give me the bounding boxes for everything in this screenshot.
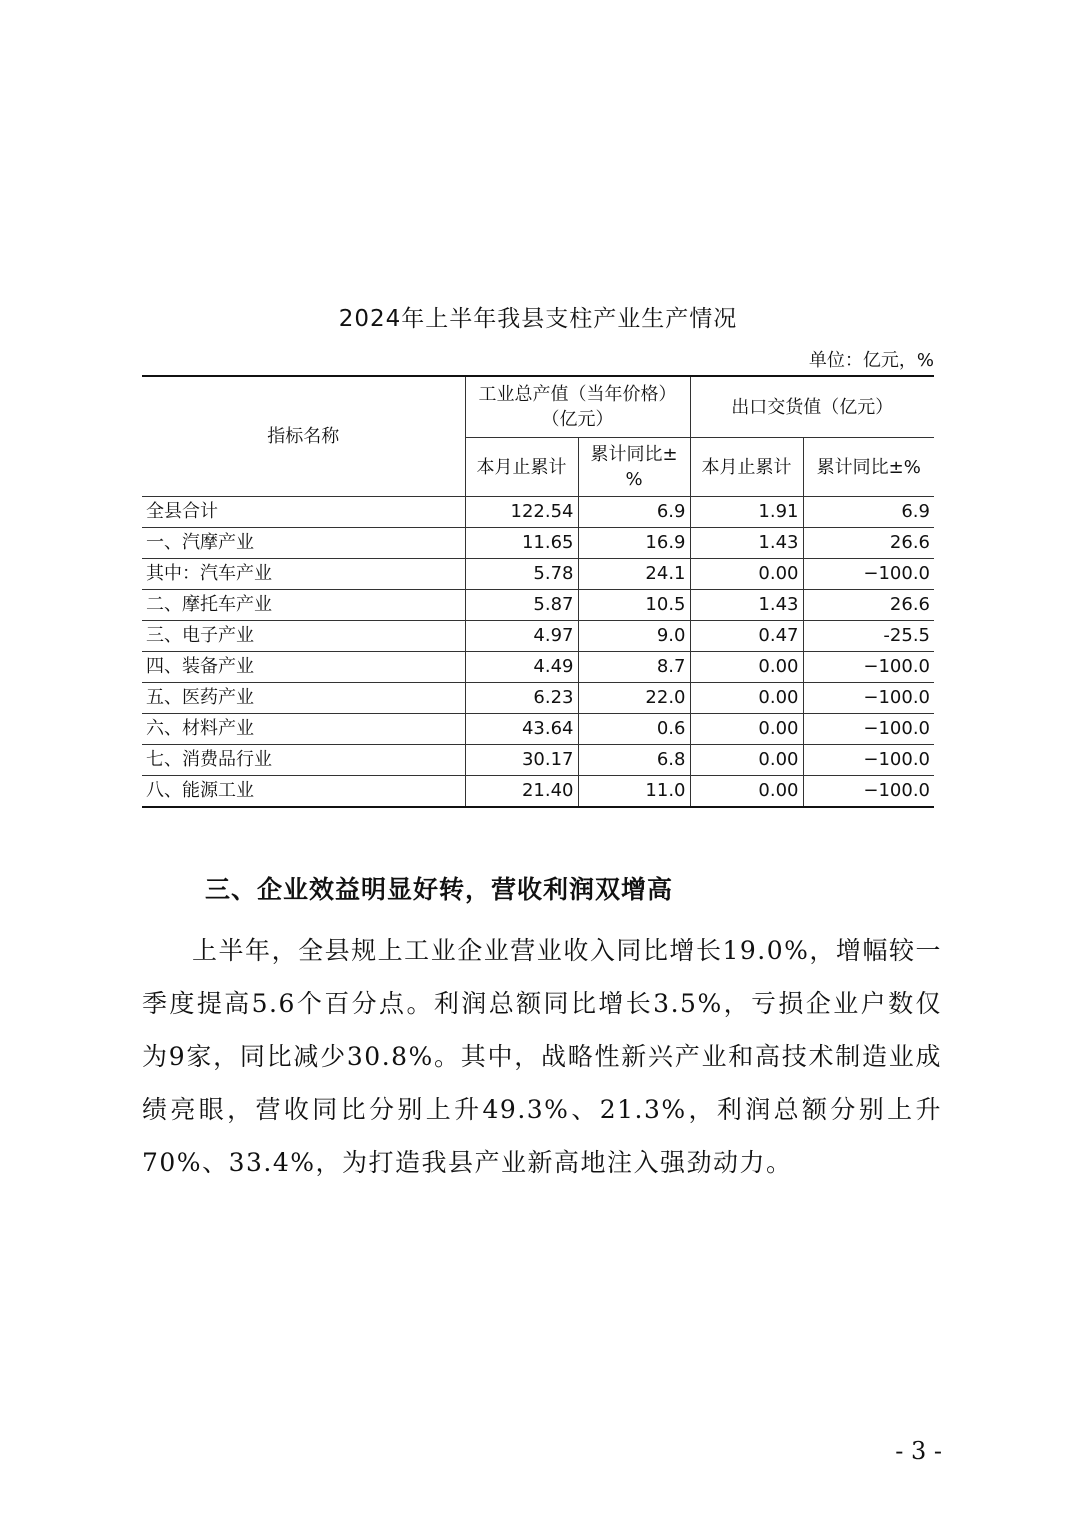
header-indicator: 指标名称 <box>142 376 465 497</box>
table-row <box>142 528 934 559</box>
cell-export-cumulative: 1.43 <box>690 590 803 621</box>
cell-indicator-name: 五、医药产业 <box>142 683 465 714</box>
table-body <box>142 497 934 808</box>
cell-indicator-name: 六、材料产业 <box>142 714 465 745</box>
page-number: - 3 - <box>895 1437 942 1465</box>
cell-indicator-name: 四、装备产业 <box>142 652 465 683</box>
cell-output-cumulative: 5.87 <box>465 590 578 621</box>
cell-output-cumulative: 4.49 <box>465 652 578 683</box>
cell-indicator-name: 一、汽摩产业 <box>142 528 465 559</box>
table-row <box>142 621 934 652</box>
section-heading: 三、企业效益明显好转，营收利润双增高 <box>205 875 674 904</box>
cell-indicator-name: 二、摩托车产业 <box>142 590 465 621</box>
table-row <box>142 714 934 745</box>
header-export-value: 出口交货值（亿元） <box>690 376 934 438</box>
table-title: 2024年上半年我县支柱产业生产情况 <box>338 306 738 332</box>
cell-output-yoy: 24.1 <box>578 559 690 590</box>
cell-export-yoy: −100.0 <box>803 714 934 745</box>
cell-indicator-name: 七、消费品行业 <box>142 745 465 776</box>
subheader-output-cumulative: 本月止累计 <box>465 438 578 497</box>
table-unit: 单位：亿元，% <box>808 350 934 371</box>
cell-export-yoy: −100.0 <box>803 652 934 683</box>
cell-export-yoy: 6.9 <box>803 497 934 528</box>
table-row <box>142 683 934 714</box>
cell-output-cumulative: 122.54 <box>465 497 578 528</box>
cell-export-cumulative: 0.47 <box>690 621 803 652</box>
cell-output-yoy: 10.5 <box>578 590 690 621</box>
cell-output-cumulative: 21.40 <box>465 776 578 808</box>
industry-production-table <box>142 375 934 808</box>
section-paragraph: 上半年，全县规上工业企业营业收入同比增长19.0%，增幅较一季度提高5.6个百分点。利润总额同比增长3.5%，亏损企业户数仅为9家，同比减少30.8%。其中，战略性新兴产业和高技术制造业成绩亮眼，营收同比分别上升49.3%、21.3%，利润总额分别上升70%、33.4%，为打造我县产业新高地注入强劲动力。 <box>142 936 942 1177</box>
cell-output-cumulative: 43.64 <box>465 714 578 745</box>
cell-export-yoy: −100.0 <box>803 559 934 590</box>
subheader-export-yoy: 累计同比±% <box>803 438 934 497</box>
cell-export-yoy: -25.5 <box>803 621 934 652</box>
cell-export-yoy: 26.6 <box>803 590 934 621</box>
cell-export-yoy: −100.0 <box>803 683 934 714</box>
subheader-export-cumulative: 本月止累计 <box>690 438 803 497</box>
cell-export-cumulative: 0.00 <box>690 559 803 590</box>
cell-output-cumulative: 11.65 <box>465 528 578 559</box>
cell-export-cumulative: 0.00 <box>690 683 803 714</box>
cell-output-yoy: 11.0 <box>578 776 690 808</box>
cell-output-cumulative: 5.78 <box>465 559 578 590</box>
table-row <box>142 776 934 808</box>
cell-export-cumulative: 0.00 <box>690 745 803 776</box>
cell-output-yoy: 16.9 <box>578 528 690 559</box>
header-gross-output: 工业总产值（当年价格）（亿元） <box>465 376 690 438</box>
table-row <box>142 590 934 621</box>
cell-indicator-name: 三、电子产业 <box>142 621 465 652</box>
cell-output-cumulative: 30.17 <box>465 745 578 776</box>
cell-export-yoy: 26.6 <box>803 528 934 559</box>
cell-indicator-name: 其中：汽车产业 <box>142 559 465 590</box>
cell-export-cumulative: 1.43 <box>690 528 803 559</box>
cell-export-yoy: −100.0 <box>803 745 934 776</box>
table-row <box>142 559 934 590</box>
cell-output-yoy: 9.0 <box>578 621 690 652</box>
table-row <box>142 745 934 776</box>
cell-output-yoy: 6.8 <box>578 745 690 776</box>
subheader-output-yoy: 累计同比±% <box>578 438 690 497</box>
cell-export-cumulative: 0.00 <box>690 776 803 808</box>
cell-indicator-name: 八、能源工业 <box>142 776 465 808</box>
cell-output-yoy: 22.0 <box>578 683 690 714</box>
table-row <box>142 652 934 683</box>
cell-output-yoy: 6.9 <box>578 497 690 528</box>
cell-export-yoy: −100.0 <box>803 776 934 808</box>
table-header-row <box>142 376 934 438</box>
cell-output-yoy: 8.7 <box>578 652 690 683</box>
cell-output-cumulative: 4.97 <box>465 621 578 652</box>
cell-export-cumulative: 1.91 <box>690 497 803 528</box>
cell-output-yoy: 0.6 <box>578 714 690 745</box>
table-row <box>142 497 934 528</box>
cell-export-cumulative: 0.00 <box>690 652 803 683</box>
cell-export-cumulative: 0.00 <box>690 714 803 745</box>
cell-indicator-name: 全县合计 <box>142 497 465 528</box>
cell-output-cumulative: 6.23 <box>465 683 578 714</box>
